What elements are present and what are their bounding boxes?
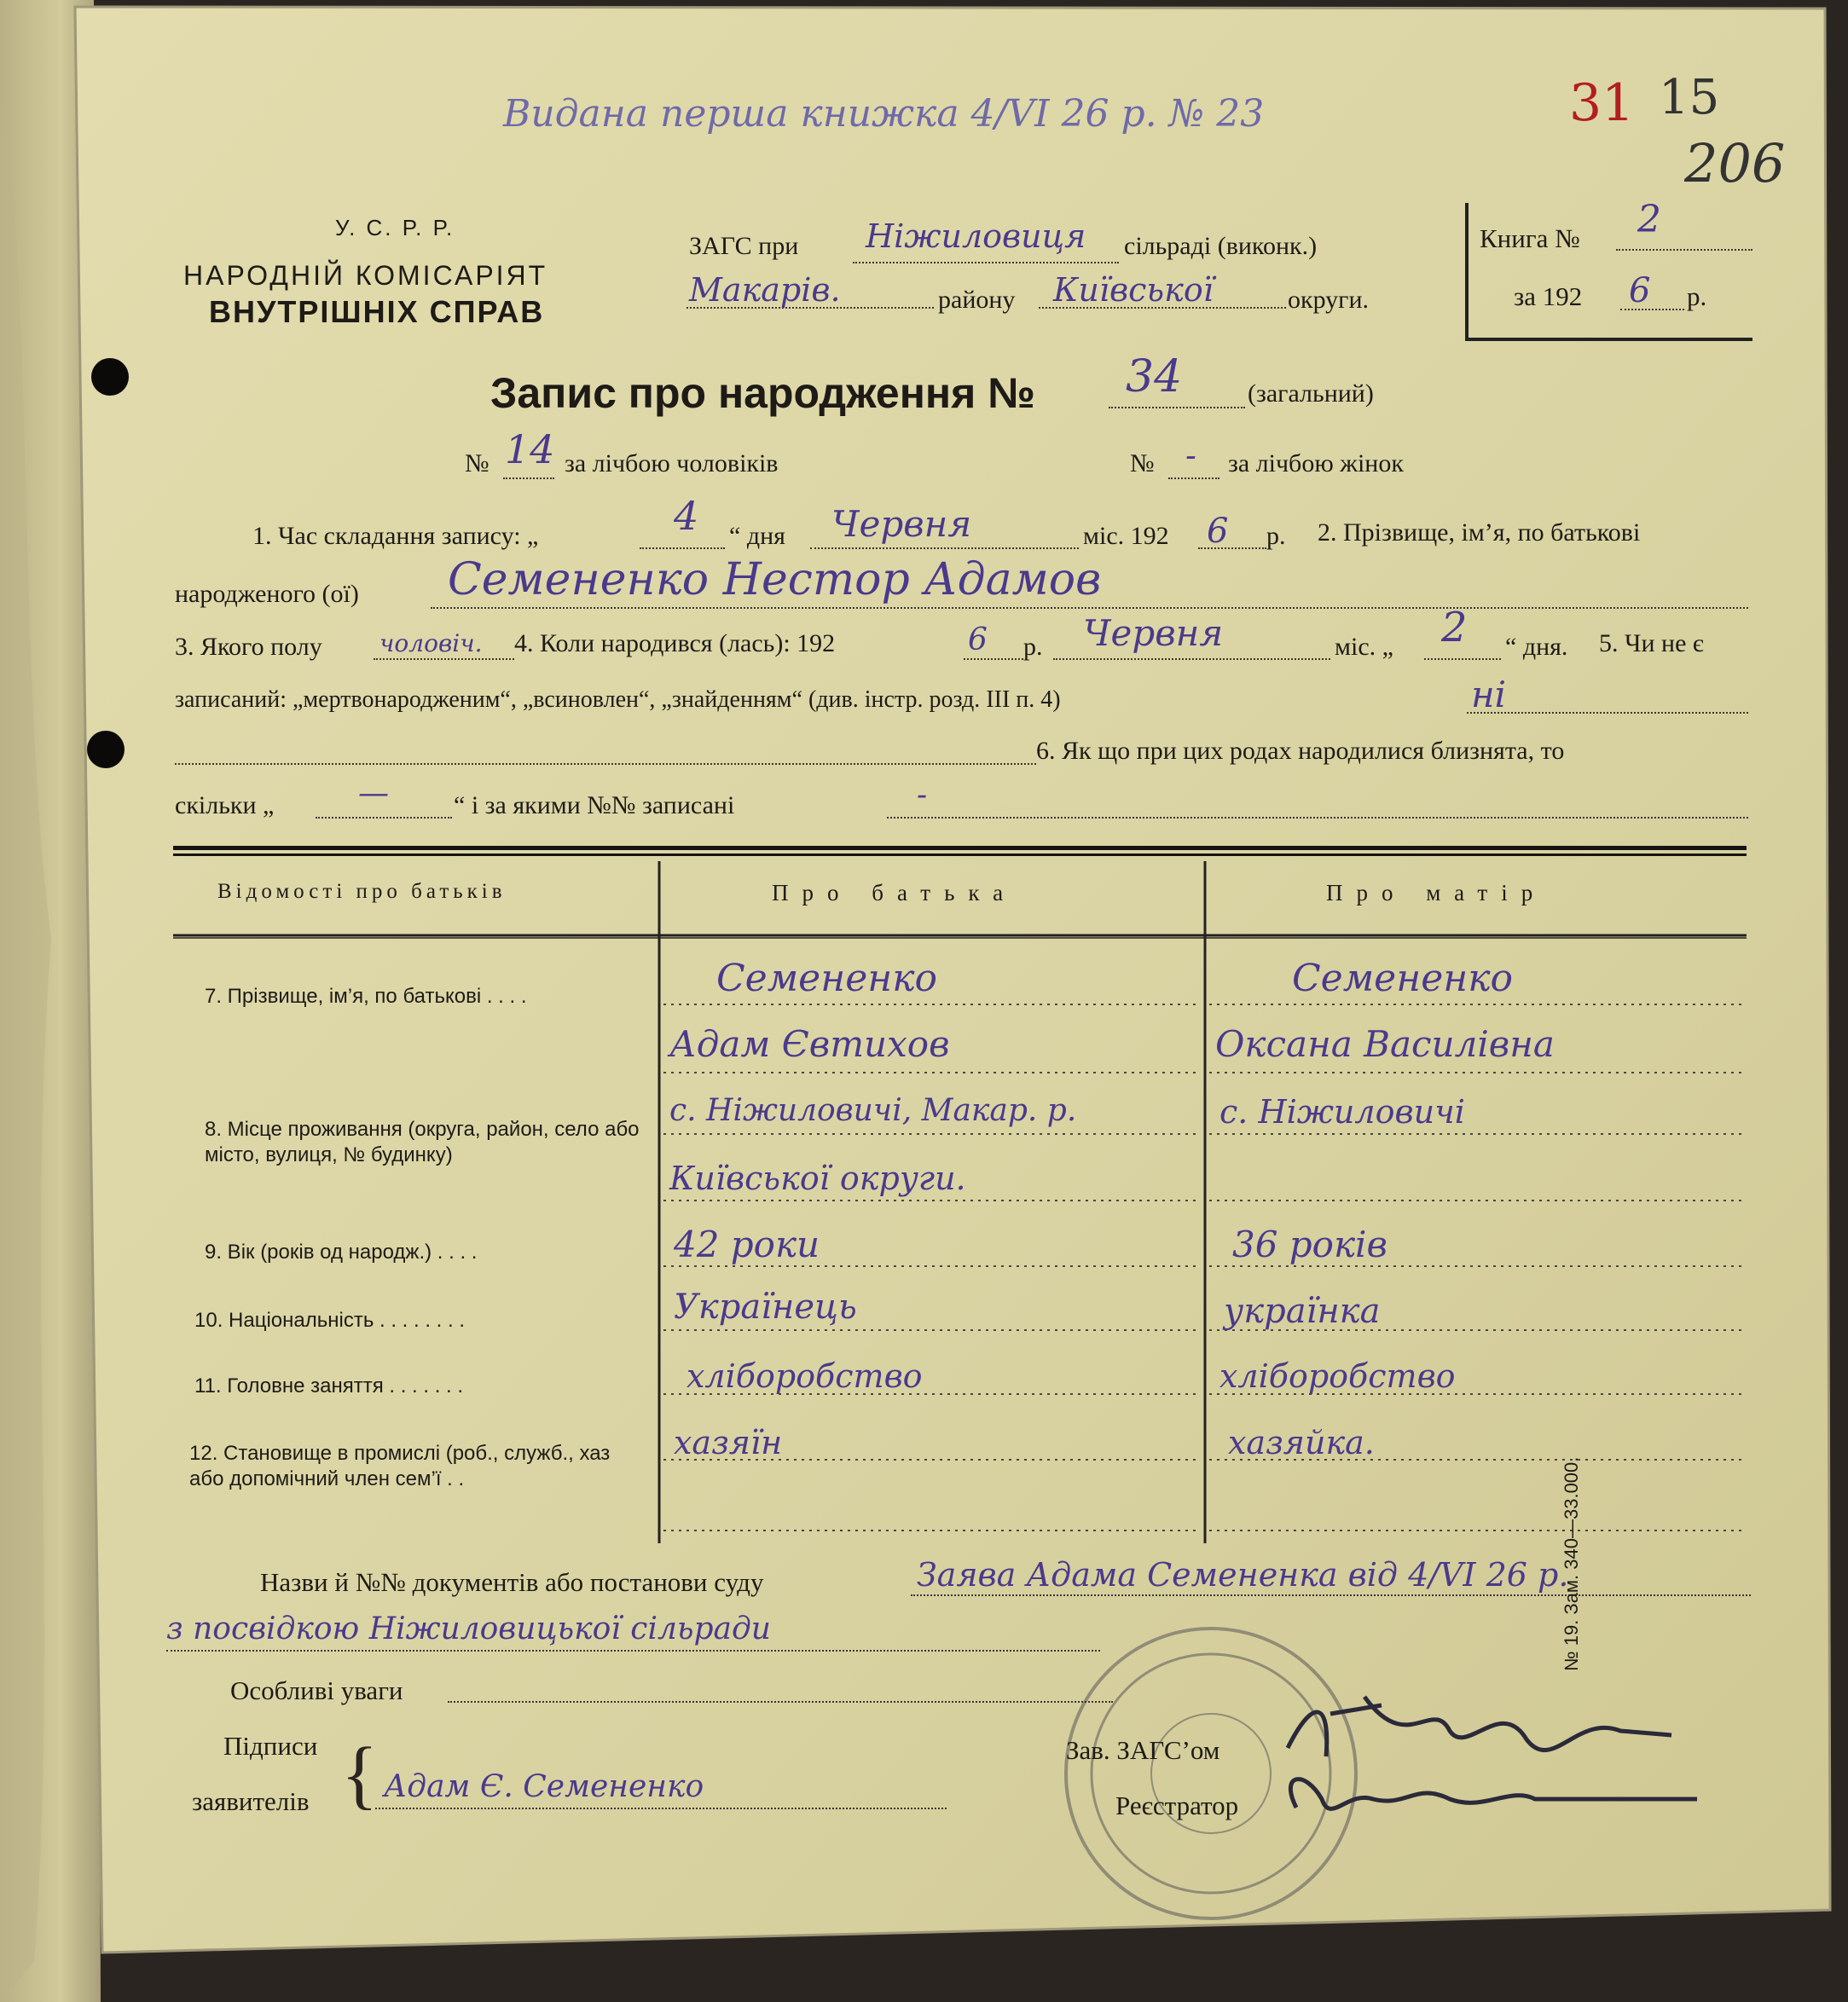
- field-6-count-value: —: [358, 776, 389, 811]
- male-count-label: за лічбою чоловіків: [565, 449, 779, 477]
- field-4-year-digit: 6: [968, 622, 988, 657]
- zags-prefix: ЗАГС при: [689, 232, 799, 260]
- mother-status: хазяйка.: [1228, 1424, 1375, 1461]
- record-title-suffix: (загальний): [1248, 379, 1374, 408]
- notes-label: Особливі уваги: [230, 1675, 403, 1705]
- field-2-label: 2. Прізвище, ім’я, по батькові: [1318, 518, 1641, 547]
- head-zags-label: Зав. ЗАГС’ом: [1066, 1735, 1220, 1765]
- district-label: району: [938, 286, 1016, 314]
- book-year-prefix: за 192: [1514, 281, 1583, 311]
- father-name: Адам Євтихов: [669, 1023, 950, 1065]
- mother-name: Оксана Василівна: [1215, 1023, 1555, 1065]
- book-year-digit: 6: [1629, 271, 1651, 310]
- field-5-value: ні: [1471, 674, 1507, 715]
- row-label-status: 12. Становище в промислі (роб., служб., хаз або допомічний член сем’ї . .: [189, 1442, 611, 1490]
- field-1-month: Червня: [831, 503, 972, 545]
- zags-village: Ніжиловиця: [866, 217, 1086, 255]
- male-count-prefix: №: [465, 449, 490, 477]
- department-label: ВНУТРІШНІХ СПРАВ: [209, 294, 545, 329]
- archive-mark-b: 15: [1659, 70, 1720, 125]
- father-occupation: хліборобство: [686, 1357, 923, 1395]
- child-full-name: Семененко Нестор Адамов: [448, 554, 1102, 605]
- archive-mark-a: 31: [1569, 73, 1635, 133]
- field-1-label: 1. Час складання запису: „: [252, 522, 539, 550]
- field-1-year-label: міс. 192: [1083, 522, 1169, 550]
- signatures-label-2: заявителів: [192, 1786, 310, 1816]
- okruha-value: Київської: [1053, 271, 1214, 309]
- record-number: 34: [1126, 351, 1183, 402]
- father-age: 42 роки: [674, 1224, 820, 1265]
- district-value: Макарів.: [689, 271, 841, 309]
- book-year-suffix: р.: [1687, 281, 1707, 311]
- field-2-label-cont: народженого (ої): [175, 580, 359, 608]
- field-3-label: 3. Якого полу: [175, 633, 322, 661]
- row-label-residence: 8. Місце проживання (округа, район, село або місто, вулиця, № будинку): [205, 1118, 640, 1166]
- documents-value-2: з посвідкою Ніжиловицької сільради: [166, 1611, 771, 1646]
- column-header-father: Про батька: [772, 880, 1017, 906]
- print-run-note: № 19. Зам. 340—33.000.: [1561, 1456, 1582, 1671]
- field-1-day-suffix: “ дня: [729, 522, 785, 550]
- zags-suffix: сільраді (виконк.): [1124, 232, 1318, 260]
- row-label-occupation: 11. Головне заняття . . . . . . .: [194, 1374, 464, 1397]
- field-4-day: 2: [1441, 604, 1468, 651]
- field-4-month-label: міс. „: [1335, 633, 1393, 661]
- field-1-year-suffix: р.: [1266, 522, 1286, 550]
- field-1-year-digit: 6: [1207, 512, 1229, 551]
- field-4-year-suffix: р.: [1023, 633, 1043, 661]
- commissariat-label: НАРОДНІЙ КОМІСАРІЯТ: [183, 260, 548, 291]
- female-count-label: за лічбою жінок: [1228, 449, 1404, 477]
- field-5-label-cont: записаний: „мертвонародженим“, „всиновлен“, „знайденням“ (див. інстр. розд. III п. 4): [175, 686, 1061, 713]
- father-surname: Семененко: [716, 957, 937, 1000]
- female-count-prefix: №: [1130, 449, 1155, 477]
- field-6-value: -: [917, 778, 928, 813]
- column-header-mother: Про матір: [1326, 880, 1547, 906]
- row-label-nationality: 10. Національність . . . . . . . .: [194, 1309, 466, 1332]
- row-label-age: 9. Вік (років од народж.) . . . .: [205, 1241, 478, 1264]
- field-5-label: 5. Чи не є: [1599, 629, 1704, 657]
- record-title: Запис про народження №: [490, 369, 1035, 417]
- field-4-day-suffix: “ дня.: [1505, 633, 1568, 661]
- male-count-value: 14: [505, 426, 555, 472]
- book-label: Книга №: [1480, 223, 1580, 253]
- applicant-signature: Адам Є. Семененко: [384, 1769, 704, 1804]
- mother-occupation: хліборобство: [1219, 1357, 1456, 1395]
- field-3-value: чоловіч.: [379, 629, 483, 657]
- field-4-month: Червня: [1083, 612, 1224, 654]
- field-4-label: 4. Коли народився (лась): 192: [514, 629, 836, 657]
- father-residence-1: с. Ніжиловичі, Макар. р.: [669, 1093, 1077, 1128]
- field-6-mid: “ і за якими №№ записані: [454, 791, 735, 819]
- mother-residence-1: с. Ніжиловичі: [1219, 1093, 1465, 1131]
- field-6-count-label: скільки „: [175, 791, 275, 819]
- issued-note: Видана перша книжка 4/VI 26 р. № 23: [503, 92, 1265, 136]
- mother-age: 36 років: [1232, 1224, 1387, 1265]
- father-status: хазяїн: [674, 1424, 783, 1461]
- archive-mark-c: 206: [1684, 132, 1786, 194]
- father-nationality: Українець: [674, 1287, 857, 1327]
- signatures-label-1: Підписи: [223, 1731, 318, 1761]
- female-count-value: -: [1185, 437, 1196, 474]
- documents-value-1: Заява Адама Семененка від 4/VI 26 р.: [917, 1556, 1569, 1594]
- column-header-labels: Відомості про батьків: [217, 880, 507, 903]
- documents-label: Назви й №№ документів або постанови суду: [260, 1567, 764, 1597]
- row-label-name: 7. Прізвище, ім’я, по батькові . . . .: [205, 985, 527, 1008]
- father-residence-2: Київської округи.: [669, 1160, 966, 1197]
- ussr-label: У. С. Р. Р.: [335, 215, 455, 240]
- registrar-label: Реєстратор: [1115, 1791, 1239, 1820]
- brace-icon: {: [341, 1733, 379, 1817]
- field-6-label: 6. Як що при цих родах народилися близнята, то: [1036, 737, 1565, 765]
- book-number: 2: [1637, 198, 1661, 241]
- field-1-day: 4: [674, 493, 699, 539]
- mother-nationality: українка: [1224, 1292, 1381, 1331]
- okruha-label: округи.: [1288, 286, 1370, 314]
- mother-surname: Семененко: [1292, 957, 1513, 1000]
